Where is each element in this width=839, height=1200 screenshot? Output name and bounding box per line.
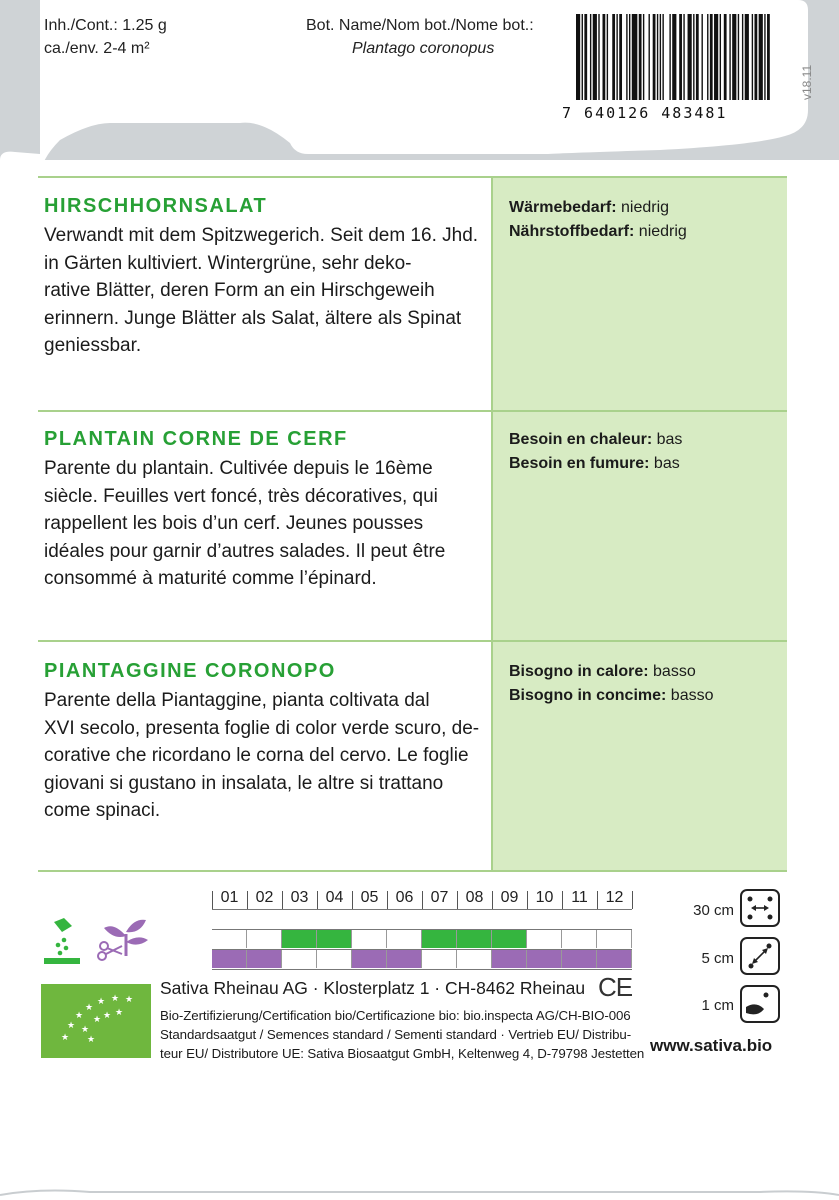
ce-mark: CE [598,972,633,1002]
row-spacing-icon [740,889,780,927]
month-separator [247,891,248,909]
plant-spacing-icon [740,937,780,975]
svg-text:★: ★ [81,1025,90,1035]
sowing-cell [247,930,282,948]
harvest-cell [562,950,597,968]
section-text-it: Parente della Piantaggine, pianta coltivata dal XVI secolo, presenta foglie di color verde scuro, de- corative che ricordano le corna del cervo. Le foglie giovani si gustano in insalata, le altre si trattano come spinaci. [44,690,480,821]
harvest-cell [527,950,562,968]
harvest-cell [282,950,317,968]
month-label: 11 [571,889,588,906]
divider-1 [38,410,787,412]
section-props-fr: Besoin en chaleur: bas Besoin en fumure: bas [509,431,683,472]
calendar-rule [212,909,632,910]
eu-organic-logo [41,984,151,1058]
month-separator [282,891,283,909]
sowing-cell [457,930,492,948]
section-title-de: HIRSCHHORNSALAT [44,195,268,217]
month-separator [317,891,318,909]
divider-bottom [38,870,787,872]
divider-2 [38,640,787,642]
svg-text:★: ★ [93,1015,102,1025]
sowing-cell [597,930,632,948]
sowing-cell [317,930,352,948]
month-label: 06 [395,889,414,906]
botanical-name: Plantago coronopus [352,40,495,57]
sowing-cell [527,930,562,948]
sowing-cell [352,930,387,948]
section-text-de: Verwandt mit dem Spitzwegerich. Seit dem 16. Jhd. in Gärten kultiviert. Wintergrüne, sehr deko- rative Blätter, deren Form an ein Hirschgeweih erinnern. Junge Blätter als Salat, ältere als Spinat geniessbar. [44,225,479,356]
month-separator [387,891,388,909]
sowing-cell [562,930,597,948]
harvest-cell [422,950,457,968]
plant-spacing-label: 5 cm [701,950,734,967]
sowing-depth-label: 1 cm [701,997,734,1014]
svg-text:★: ★ [85,1003,94,1013]
harvest-icon [92,912,150,968]
month-label: 07 [430,889,449,906]
sowing-depth-icon [740,985,780,1023]
standard-seed-line: Standardsaatgut / Semences standard / Sementi standard · Vertrieb EU/ Distribu- [160,1027,632,1042]
sowing-cell [282,930,317,948]
section-text-fr: Parente du plantain. Cultivée depuis le 16ème siècle. Feuilles vert foncé, très décoratives, qui rappellent les bois d’un cerf. Jeunes pousses idéales pour garnir d’autres salades. Il peut être consommé à maturité comme l’épinard. [44,458,446,589]
svg-text:★: ★ [61,1033,70,1043]
month-separator [492,891,493,909]
harvest-cell [387,950,422,968]
calendar-rule [212,969,632,970]
sowing-cell [492,930,527,948]
month-label: 03 [290,889,309,906]
distributor-line: teur EU/ Distributore UE: Sativa Biosaatgut GmbH, Keltenweg 4, D-79798 Jestetten [160,1046,645,1061]
sowing-cell [212,930,247,948]
content-weight: Inh./Cont.: 1.25 g [44,17,167,34]
svg-text:★: ★ [67,1021,76,1031]
botanical-label: Bot. Name/Nom bot./Nome bot.: [306,17,534,34]
harvest-cell [597,950,632,968]
column-divider [491,176,493,871]
svg-text:★: ★ [125,995,134,1005]
month-label: 12 [605,889,624,906]
harvest-cell [492,950,527,968]
barcode-bars [576,14,774,100]
svg-text:★: ★ [115,1008,124,1018]
section-title-it: PIANTAGGINE CORONOPO [44,660,336,682]
month-separator [562,891,563,909]
harvest-cell [212,950,247,968]
section-props-it: Bisogno in calore: basso Bisogno in concime: basso [509,663,714,704]
section-props-de: Wärmebedarf: niedrig Nährstoffbedarf: niedrig [509,199,687,240]
svg-text:★: ★ [75,1011,84,1021]
section-title-fr: PLANTAIN CORNE DE CERF [44,428,348,450]
month-label: 02 [255,889,274,906]
certification-line: Bio-Zertifizierung/Certification bio/Certificazione bio: bio.inspecta AG/CH-BIO-006 [160,1008,631,1023]
month-separator [212,891,213,909]
month-separator [422,891,423,909]
svg-text:★: ★ [87,1035,96,1045]
month-separator [352,891,353,909]
harvest-cell [317,950,352,968]
month-label: 04 [325,889,344,906]
sowing-cell [422,930,457,948]
barcode-digits: 7 640126 483481 [562,104,728,122]
company-address: Sativa Rheinau AG · Klosterplatz 1 · CH-8462 Rheinau [160,978,586,998]
month-separator [457,891,458,909]
svg-text:★: ★ [103,1011,112,1021]
barcode [562,14,774,124]
version-label: v18.11 [800,64,814,100]
sowing-cell [387,930,422,948]
calendar-rule [212,949,632,950]
month-separator [597,891,598,909]
harvest-cell [247,950,282,968]
sowing-area: ca./env. 2-4 m² [44,40,150,57]
svg-text:★: ★ [111,994,120,1004]
month-label: 05 [360,889,379,906]
svg-text:★: ★ [97,997,106,1007]
divider-top [38,176,787,178]
month-label: 09 [500,889,519,906]
row-spacing-label: 30 cm [693,902,734,919]
month-separator [632,891,633,909]
month-label: 08 [465,889,484,906]
calendar-rule [212,929,632,930]
month-label: 10 [535,889,554,906]
harvest-cell [457,950,492,968]
website-link[interactable]: www.sativa.bio [650,1036,773,1055]
month-separator [527,891,528,909]
month-label: 01 [220,889,239,906]
properties-column [492,176,787,871]
harvest-cell [352,950,387,968]
sowing-icon [42,918,88,970]
